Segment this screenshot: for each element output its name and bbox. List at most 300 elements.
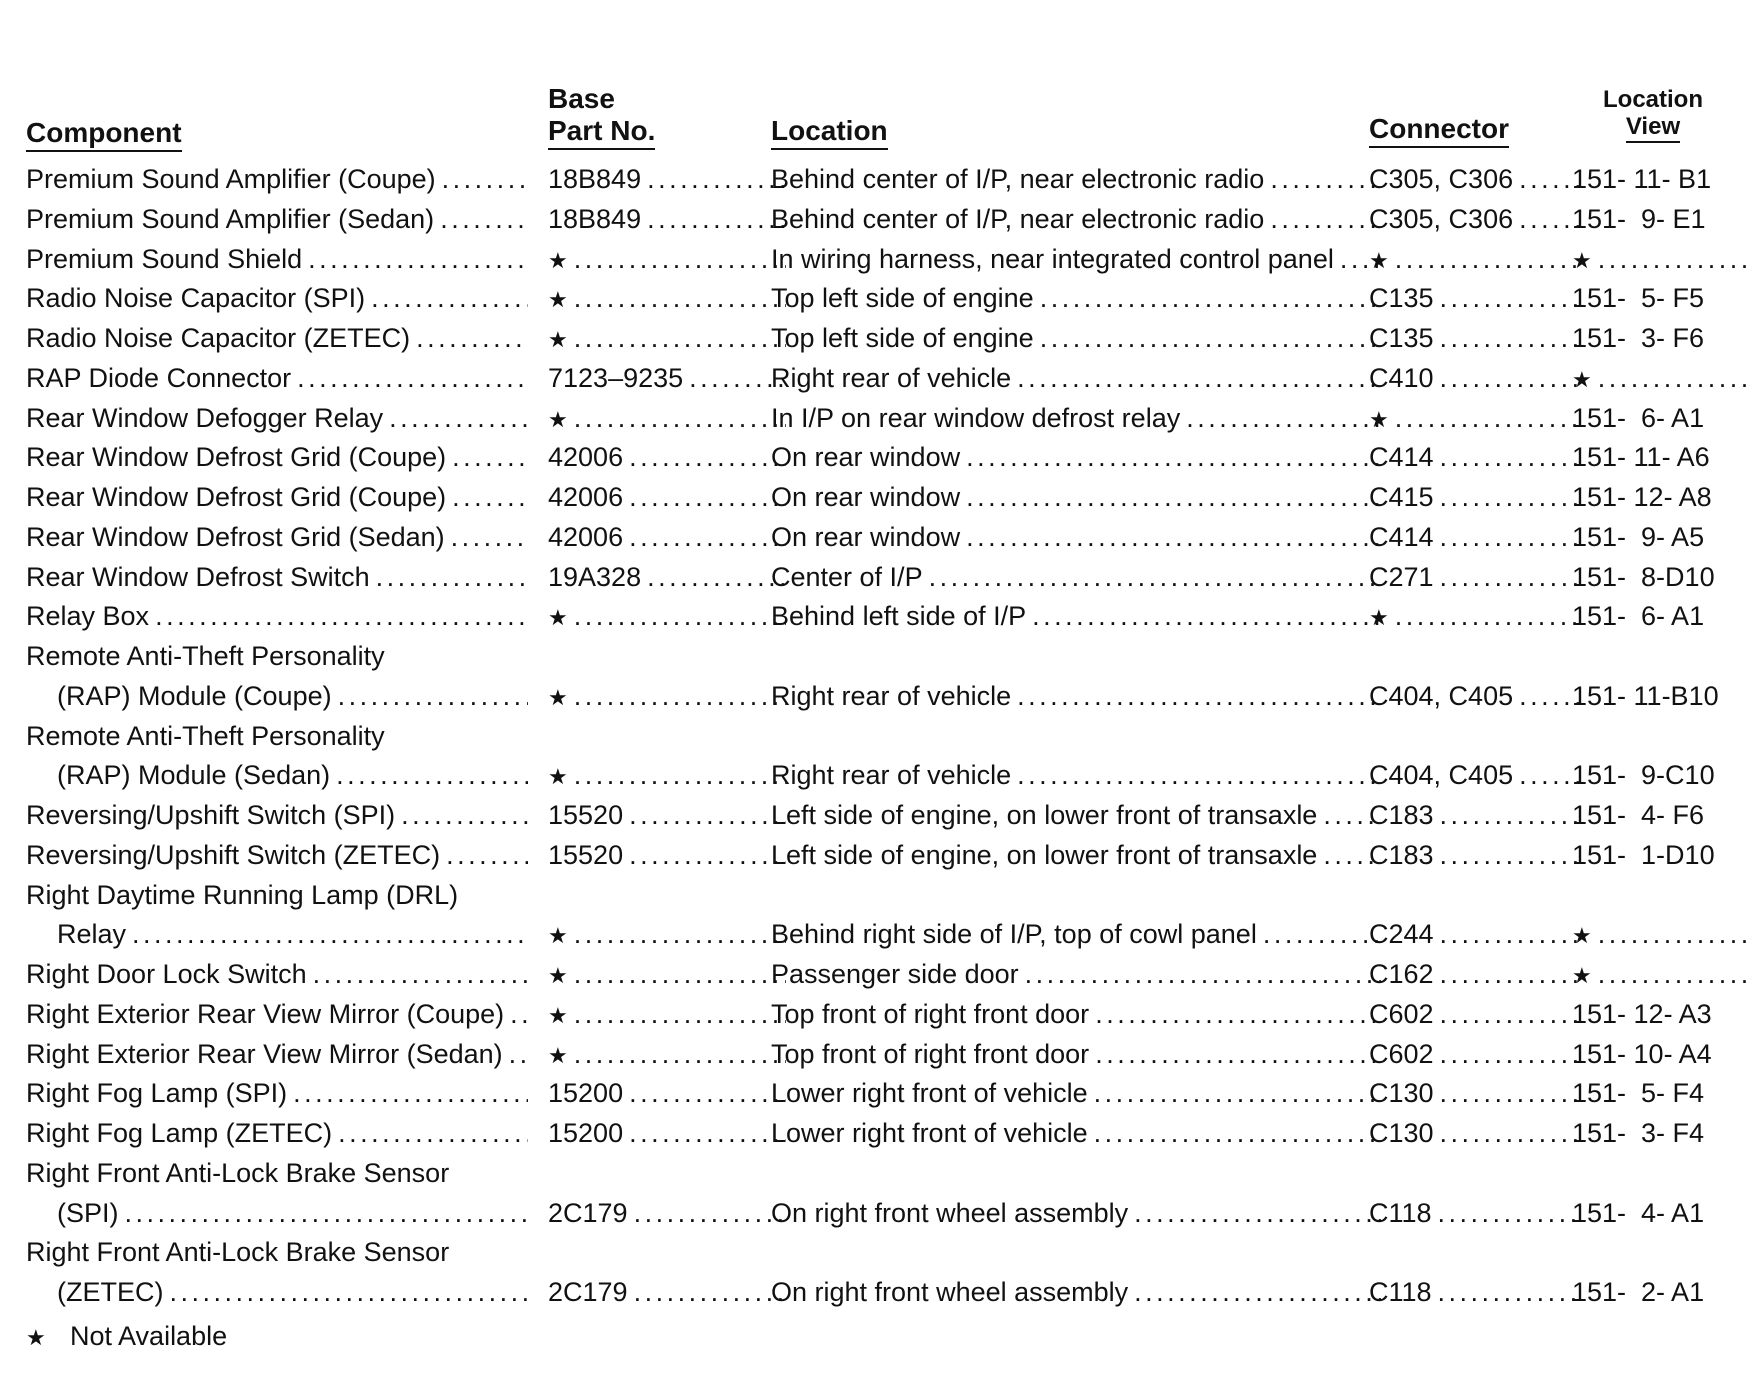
location-view: 151- 6- A1 bbox=[1572, 402, 1705, 433]
table-row bbox=[26, 637, 1736, 677]
base-part-number-cell bbox=[548, 558, 786, 598]
dot-leader bbox=[291, 359, 528, 399]
header-component-label: Component bbox=[26, 117, 182, 152]
dot-leader bbox=[568, 756, 786, 796]
component-name-cell bbox=[26, 200, 528, 240]
connector-id: C118 bbox=[1369, 1277, 1432, 1307]
dot-leader bbox=[1513, 756, 1579, 796]
location-view-cell bbox=[1572, 200, 1750, 240]
dot-leader bbox=[1434, 518, 1579, 558]
base-part-number-cell bbox=[548, 518, 786, 558]
location-view: 151- 9-C10 bbox=[1572, 760, 1715, 791]
dot-leader bbox=[1264, 200, 1381, 240]
location-view-cell bbox=[1572, 1035, 1750, 1075]
location-text: Top front of right front door bbox=[771, 1038, 1090, 1069]
location-view-cell bbox=[1572, 677, 1750, 717]
base-part-number: ★ bbox=[548, 247, 568, 273]
connector-id: C305, C306 bbox=[1369, 203, 1514, 234]
base-part-number: ★ bbox=[548, 406, 568, 432]
connector-id: C404, C405 bbox=[1369, 680, 1514, 711]
base-part-number-cell bbox=[548, 677, 786, 717]
connector-id-cell bbox=[1369, 836, 1579, 876]
dot-leader bbox=[568, 597, 786, 637]
dot-leader bbox=[1389, 240, 1579, 280]
dot-leader bbox=[119, 1194, 528, 1234]
connector-id-cell bbox=[1369, 518, 1579, 558]
dot-leader bbox=[568, 677, 786, 717]
table-row bbox=[26, 518, 1736, 558]
dot-leader bbox=[1128, 1273, 1381, 1313]
dot-leader bbox=[568, 955, 786, 995]
base-part-number: ★ bbox=[548, 923, 568, 949]
location-text-cell bbox=[771, 915, 1381, 955]
connector-id: C404, C405 bbox=[1369, 760, 1514, 791]
connector-id: C130 bbox=[1369, 1118, 1434, 1148]
component-name: Right Exterior Rear View Mirror (Coupe) bbox=[26, 998, 505, 1029]
connector-id-cell bbox=[1369, 478, 1579, 518]
base-part-number-cell bbox=[548, 995, 786, 1035]
base-part-number: ★ bbox=[548, 1002, 568, 1028]
dot-leader bbox=[623, 1074, 786, 1114]
component-name: Remote Anti-Theft Personality bbox=[26, 641, 385, 671]
dot-leader bbox=[163, 1273, 528, 1313]
location-text: On rear window bbox=[771, 521, 961, 552]
dot-leader bbox=[1592, 359, 1750, 399]
dot-leader bbox=[960, 438, 1381, 478]
location-text-cell bbox=[771, 478, 1381, 518]
location-text: Behind right side of I/P, top of cowl panel bbox=[771, 919, 1257, 950]
base-part-number-cell bbox=[548, 955, 786, 995]
base-part-number: 15520 bbox=[548, 839, 624, 870]
component-name-cell bbox=[26, 160, 528, 200]
header-location-label: Location bbox=[771, 115, 888, 150]
dot-leader bbox=[445, 518, 528, 558]
dot-leader bbox=[1434, 558, 1579, 598]
base-part-number: ★ bbox=[548, 327, 568, 352]
dot-leader bbox=[1019, 955, 1381, 995]
header-connector bbox=[1369, 113, 1509, 148]
location-text-cell bbox=[771, 955, 1381, 995]
location-text: On rear window bbox=[771, 482, 961, 512]
footnote-text: Not Available bbox=[70, 1321, 228, 1351]
dot-leader bbox=[1011, 359, 1381, 399]
dot-leader bbox=[960, 518, 1381, 558]
header-view-line2: View bbox=[1626, 113, 1680, 143]
location-view-cell bbox=[1572, 796, 1750, 836]
component-name: Rear Window Defrost Grid (Coupe) bbox=[26, 482, 447, 512]
base-part-number-cell bbox=[548, 597, 786, 637]
dot-leader bbox=[623, 478, 786, 518]
connector-id: C135 bbox=[1369, 283, 1434, 314]
dot-leader bbox=[1088, 1074, 1381, 1114]
component-name: Right Front Anti-Lock Brake Sensor bbox=[26, 1157, 450, 1188]
component-name: Right Daytime Running Lamp (DRL) bbox=[26, 879, 459, 910]
dot-leader bbox=[960, 478, 1381, 518]
location-text: Center of I/P bbox=[771, 561, 923, 592]
dot-leader bbox=[623, 796, 786, 836]
dot-leader bbox=[923, 558, 1381, 598]
not-available-star-icon: ★ bbox=[26, 1325, 46, 1350]
location-text-cell bbox=[771, 359, 1381, 399]
component-name: Right Fog Lamp (SPI) bbox=[26, 1078, 288, 1109]
header-location bbox=[771, 115, 888, 150]
component-name-cell bbox=[26, 438, 528, 478]
base-part-number: 42006 bbox=[548, 482, 624, 512]
component-name: (ZETEC) bbox=[57, 1277, 164, 1307]
dot-leader bbox=[1434, 279, 1579, 319]
component-name: Right Door Lock Switch bbox=[26, 959, 307, 989]
connector-id: C183 bbox=[1369, 800, 1434, 830]
dot-leader bbox=[1089, 1035, 1381, 1075]
location-view: 151- 5- F5 bbox=[1572, 283, 1705, 314]
dot-leader bbox=[568, 1035, 786, 1075]
base-part-number-cell bbox=[548, 478, 786, 518]
location-view: ★ bbox=[1572, 923, 1592, 949]
dot-leader bbox=[1434, 1074, 1579, 1114]
base-part-number-cell bbox=[548, 1074, 786, 1114]
component-name: RAP Diode Connector bbox=[26, 362, 292, 393]
dot-leader bbox=[1434, 915, 1579, 955]
component-name-cell bbox=[26, 319, 528, 359]
dot-leader bbox=[623, 836, 786, 876]
dot-leader bbox=[1389, 399, 1579, 439]
table-row bbox=[26, 319, 1736, 359]
dot-leader bbox=[568, 915, 786, 955]
table-row bbox=[26, 677, 1736, 717]
location-view: 151- 4- A1 bbox=[1572, 1197, 1705, 1228]
component-name-cell bbox=[26, 955, 528, 995]
component-name: Remote Anti-Theft Personality bbox=[26, 720, 385, 751]
dot-leader bbox=[1034, 319, 1381, 359]
location-view-cell bbox=[1572, 597, 1750, 637]
dot-leader bbox=[1264, 160, 1381, 200]
dot-leader bbox=[126, 915, 528, 955]
base-part-number: 15200 bbox=[548, 1118, 624, 1148]
base-part-number-cell bbox=[548, 438, 786, 478]
component-name-cell bbox=[26, 1233, 528, 1273]
component-name-cell bbox=[26, 597, 528, 637]
dot-leader bbox=[1434, 1114, 1579, 1154]
connector-id-cell bbox=[1369, 399, 1579, 439]
connector-id-cell bbox=[1369, 160, 1579, 200]
connector-id-cell bbox=[1369, 359, 1579, 399]
location-view: 151- 2- A1 bbox=[1572, 1277, 1705, 1307]
component-name: (SPI) bbox=[57, 1197, 119, 1228]
dot-leader bbox=[330, 756, 528, 796]
location-text-cell bbox=[771, 200, 1381, 240]
base-part-number-cell bbox=[548, 279, 786, 319]
dot-leader bbox=[628, 1194, 786, 1234]
dot-leader bbox=[568, 995, 786, 1035]
dot-leader bbox=[307, 955, 528, 995]
component-name: Premium Sound Shield bbox=[26, 243, 303, 274]
connector-id: C271 bbox=[1369, 561, 1434, 592]
header-connector-label: Connector bbox=[1369, 113, 1509, 148]
table-row bbox=[26, 836, 1736, 876]
dot-leader bbox=[568, 399, 786, 439]
table-row bbox=[26, 438, 1736, 478]
location-view: 151- 11- A6 bbox=[1572, 442, 1710, 473]
location-view-cell bbox=[1572, 1074, 1750, 1114]
component-name-cell bbox=[26, 756, 528, 796]
dot-leader bbox=[332, 1114, 528, 1154]
location-text-cell bbox=[771, 796, 1381, 836]
dot-leader bbox=[1434, 359, 1579, 399]
component-name-cell bbox=[26, 915, 528, 955]
table-row bbox=[26, 717, 1736, 757]
base-part-number: ★ bbox=[548, 684, 568, 710]
location-view-cell bbox=[1572, 279, 1750, 319]
base-part-number: ★ bbox=[548, 1042, 568, 1068]
dot-leader bbox=[446, 478, 528, 518]
component-name: Rear Window Defrost Grid (Sedan) bbox=[26, 521, 445, 552]
table-row bbox=[26, 478, 1736, 518]
component-name: Premium Sound Amplifier (Coupe) bbox=[26, 164, 436, 194]
dot-leader bbox=[436, 160, 528, 200]
table-row bbox=[26, 915, 1736, 955]
connector-id-cell bbox=[1369, 558, 1579, 598]
component-name: Relay bbox=[57, 919, 127, 950]
location-view-cell bbox=[1572, 1194, 1750, 1234]
table-row bbox=[26, 876, 1736, 916]
dot-leader bbox=[383, 399, 528, 439]
table-row bbox=[26, 279, 1736, 319]
location-view: 151- 5- F4 bbox=[1572, 1078, 1705, 1109]
component-name-cell bbox=[26, 1273, 528, 1313]
dot-leader bbox=[1434, 995, 1579, 1035]
location-text-cell bbox=[771, 518, 1381, 558]
base-part-number: ★ bbox=[548, 963, 568, 988]
location-text: Top front of right front door bbox=[771, 998, 1090, 1029]
location-view-cell bbox=[1572, 319, 1750, 359]
dot-leader bbox=[1011, 677, 1381, 717]
dot-leader bbox=[1592, 915, 1750, 955]
connector-id: C414 bbox=[1369, 442, 1434, 473]
base-part-number: ★ bbox=[548, 287, 568, 313]
connector-id-cell bbox=[1369, 1114, 1579, 1154]
dot-leader bbox=[332, 677, 528, 717]
connector-id-cell bbox=[1369, 319, 1579, 359]
base-part-number-cell bbox=[548, 399, 786, 439]
connector-id: ★ bbox=[1369, 605, 1389, 631]
location-text: In I/P on rear window defrost relay bbox=[771, 402, 1181, 433]
component-name-cell bbox=[26, 876, 528, 916]
connector-id-cell bbox=[1369, 279, 1579, 319]
table-row bbox=[26, 995, 1736, 1035]
header-view-line1: Location bbox=[1603, 86, 1703, 113]
connector-id: C410 bbox=[1369, 362, 1434, 393]
location-text: Left side of engine, on lower front of transaxle bbox=[771, 839, 1318, 870]
header-base-part-line1: Base bbox=[548, 83, 615, 114]
dot-leader bbox=[302, 240, 528, 280]
location-view: 151- 11-B10 bbox=[1572, 680, 1719, 711]
dot-leader bbox=[1513, 677, 1579, 717]
table-row bbox=[26, 1273, 1736, 1313]
base-part-number-cell bbox=[548, 200, 786, 240]
dot-leader bbox=[365, 279, 528, 319]
base-part-number: 15200 bbox=[548, 1078, 624, 1109]
component-name-cell bbox=[26, 478, 528, 518]
base-part-number-cell bbox=[548, 836, 786, 876]
component-name-cell bbox=[26, 796, 528, 836]
connector-id: C162 bbox=[1369, 959, 1434, 989]
location-text: On rear window bbox=[771, 442, 961, 473]
table-row bbox=[26, 597, 1736, 637]
connector-id-cell bbox=[1369, 915, 1579, 955]
location-text-cell bbox=[771, 160, 1381, 200]
connector-id: C414 bbox=[1369, 521, 1434, 552]
dot-leader bbox=[149, 597, 528, 637]
component-name: (RAP) Module (Sedan) bbox=[57, 760, 331, 791]
connector-id-cell bbox=[1369, 240, 1579, 280]
location-text: Right rear of vehicle bbox=[771, 362, 1012, 393]
connector-id-cell bbox=[1369, 438, 1579, 478]
component-name: (RAP) Module (Coupe) bbox=[57, 680, 332, 711]
connector-id-cell bbox=[1369, 200, 1579, 240]
location-view-cell bbox=[1572, 955, 1750, 995]
component-name-cell bbox=[26, 518, 528, 558]
dot-leader bbox=[641, 558, 786, 598]
dot-leader bbox=[1434, 796, 1579, 836]
dot-leader bbox=[395, 796, 528, 836]
location-text: Behind left side of I/P bbox=[771, 601, 1027, 632]
component-name-cell bbox=[26, 558, 528, 598]
dot-leader bbox=[1089, 995, 1381, 1035]
connector-id: C183 bbox=[1369, 839, 1434, 870]
table-row bbox=[26, 359, 1736, 399]
location-text: Behind center of I/P, near electronic radio bbox=[771, 164, 1265, 194]
dot-leader bbox=[1128, 1194, 1381, 1234]
component-name-cell bbox=[26, 995, 528, 1035]
location-text: In wiring harness, near integrated control panel bbox=[771, 243, 1334, 274]
location-text-cell bbox=[771, 995, 1381, 1035]
dot-leader bbox=[1180, 399, 1381, 439]
table-row bbox=[26, 240, 1736, 280]
location-text: Lower right front of vehicle bbox=[771, 1118, 1088, 1148]
location-view-cell bbox=[1572, 995, 1750, 1035]
location-text: Lower right front of vehicle bbox=[771, 1078, 1088, 1109]
dot-leader bbox=[1434, 319, 1579, 359]
table-row bbox=[26, 1233, 1736, 1273]
table-row bbox=[26, 160, 1736, 200]
base-part-number-cell bbox=[548, 756, 786, 796]
connector-id: C602 bbox=[1369, 1038, 1434, 1069]
component-name: Reversing/Upshift Switch (SPI) bbox=[26, 800, 396, 830]
location-text-cell bbox=[771, 240, 1381, 280]
dot-leader bbox=[410, 319, 528, 359]
table-row bbox=[26, 1035, 1736, 1075]
table-row bbox=[26, 1114, 1736, 1154]
component-name-cell bbox=[26, 359, 528, 399]
footnote bbox=[26, 1318, 227, 1356]
location-view-cell bbox=[1572, 1273, 1750, 1313]
dot-leader bbox=[1434, 438, 1579, 478]
header-base-part-no bbox=[548, 83, 655, 150]
location-view: ★ bbox=[1572, 366, 1592, 392]
component-name: Right Fog Lamp (ZETEC) bbox=[26, 1118, 333, 1148]
dot-leader bbox=[623, 1114, 786, 1154]
component-name: Premium Sound Amplifier (Sedan) bbox=[26, 203, 435, 234]
header-component bbox=[26, 117, 182, 152]
connector-id: C135 bbox=[1369, 323, 1434, 353]
base-part-number-cell bbox=[548, 1114, 786, 1154]
table-row bbox=[26, 399, 1736, 439]
connector-id: ★ bbox=[1369, 406, 1389, 432]
dot-leader bbox=[1434, 836, 1579, 876]
location-text-cell bbox=[771, 319, 1381, 359]
base-part-number-cell bbox=[548, 1194, 786, 1234]
connector-id: C415 bbox=[1369, 482, 1434, 512]
component-name: Right Front Anti-Lock Brake Sensor bbox=[26, 1237, 450, 1268]
dot-leader bbox=[628, 1273, 786, 1313]
location-view: ★ bbox=[1572, 247, 1592, 273]
dot-leader bbox=[504, 995, 528, 1035]
location-text: Behind center of I/P, near electronic radio bbox=[771, 203, 1265, 234]
location-view-cell bbox=[1572, 1114, 1750, 1154]
base-part-number: 2C179 bbox=[548, 1277, 628, 1307]
dot-leader bbox=[568, 319, 786, 359]
location-text: Right rear of vehicle bbox=[771, 760, 1012, 791]
table-row bbox=[26, 558, 1736, 598]
component-name-cell bbox=[26, 1194, 528, 1234]
component-name-cell bbox=[26, 1114, 528, 1154]
connector-id-cell bbox=[1369, 796, 1579, 836]
base-part-number-cell bbox=[548, 240, 786, 280]
table-body bbox=[26, 160, 1736, 1313]
dot-leader bbox=[1434, 955, 1579, 995]
dot-leader bbox=[568, 240, 786, 280]
location-text: Top left side of engine bbox=[771, 283, 1034, 314]
base-part-number-cell bbox=[548, 796, 786, 836]
table-row bbox=[26, 1154, 1736, 1194]
location-text-cell bbox=[771, 836, 1381, 876]
dot-leader bbox=[623, 438, 786, 478]
connector-id: C118 bbox=[1369, 1197, 1432, 1228]
dot-leader bbox=[287, 1074, 528, 1114]
component-name: Reversing/Upshift Switch (ZETEC) bbox=[26, 839, 441, 870]
dot-leader bbox=[1011, 756, 1381, 796]
location-view-cell bbox=[1572, 836, 1750, 876]
dot-leader bbox=[1434, 478, 1579, 518]
component-name: Radio Noise Capacitor (SPI) bbox=[26, 283, 366, 314]
base-part-number: 19A328 bbox=[548, 561, 642, 592]
base-part-number-cell bbox=[548, 1035, 786, 1075]
connector-id-cell bbox=[1369, 1074, 1579, 1114]
dot-leader bbox=[641, 160, 786, 200]
component-name-cell bbox=[26, 717, 528, 757]
table-row bbox=[26, 796, 1736, 836]
location-text-cell bbox=[771, 1273, 1381, 1313]
dot-leader bbox=[1513, 160, 1579, 200]
location-view-cell bbox=[1572, 756, 1750, 796]
location-text: Right rear of vehicle bbox=[771, 680, 1012, 711]
table-row bbox=[26, 955, 1736, 995]
dot-leader bbox=[1432, 1273, 1579, 1313]
header-location-view bbox=[1588, 86, 1718, 143]
connector-id: ★ bbox=[1369, 247, 1389, 273]
dot-leader bbox=[1257, 915, 1381, 955]
header-base-part-line2: Part No. bbox=[548, 115, 655, 150]
base-part-number: 18B849 bbox=[548, 164, 642, 194]
location-text-cell bbox=[771, 438, 1381, 478]
location-text-cell bbox=[771, 1114, 1381, 1154]
base-part-number-cell bbox=[548, 160, 786, 200]
connector-id: C130 bbox=[1369, 1078, 1434, 1109]
dot-leader bbox=[446, 438, 528, 478]
location-view: 151- 8-D10 bbox=[1572, 561, 1715, 592]
component-name-cell bbox=[26, 637, 528, 677]
location-text-cell bbox=[771, 756, 1381, 796]
